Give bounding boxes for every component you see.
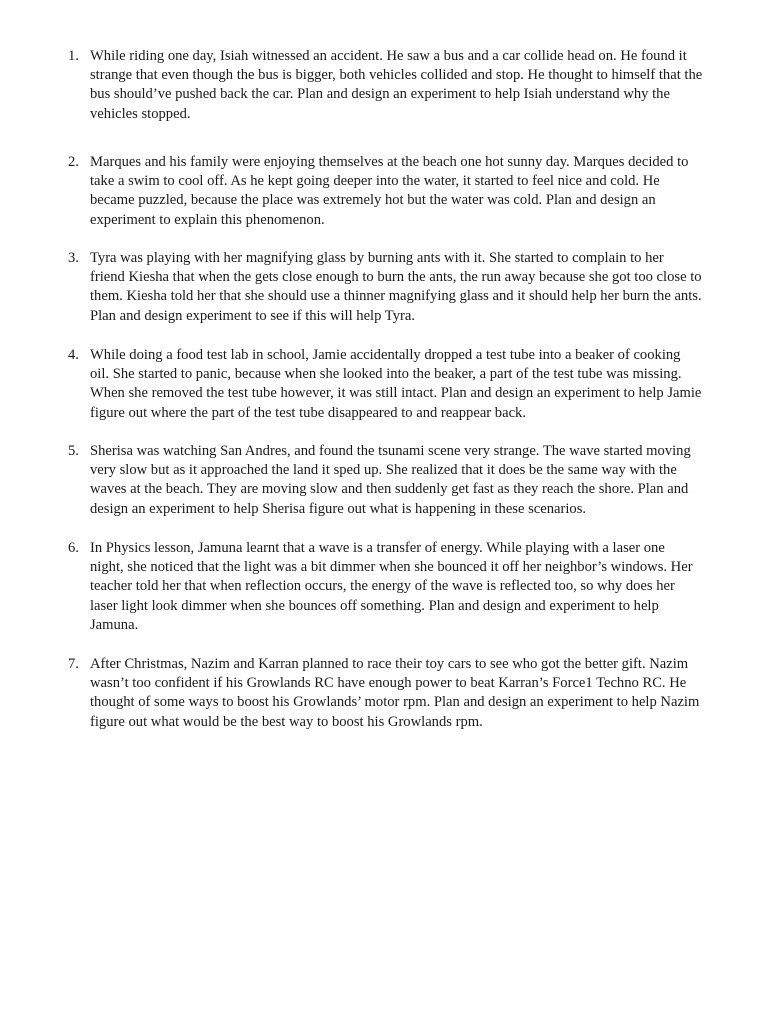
text-line: oil. She started to panic, because when she looked into the beaker, a part of the test tube was missing. [90, 366, 682, 383]
question-number: 5. [68, 443, 79, 459]
text-line: strange that even though the bus is bigger, both vehicles collided and stop. He thought to himself that the [90, 67, 703, 84]
text-line: became puzzled, because the place was extremely hot but the water was cold. Plan and design an [90, 192, 656, 209]
text-line: wasn’t too confident if his Growlands RC have enough power to beat Karran’s Force1 Techno RC. He [90, 675, 687, 692]
text-line: bus should’ve pushed back the car. Plan and design an experiment to help Isiah understand why the [90, 86, 670, 103]
text-line: When she removed the test tube however, it was still intact. Plan and design an experiment to help Jamie [90, 385, 702, 402]
text-line: Plan and design experiment to see if this will help Tyra. [90, 307, 415, 324]
question-text [90, 655, 728, 732]
text-line: friend Kiesha that when the gets close enough to burn the ants, the run away because she got too close to [90, 269, 702, 286]
text-line: waves at the beach. They are moving slow and then suddenly get fast as they reach the shore. Plan and [90, 481, 689, 498]
question-number: 3. [68, 250, 79, 266]
text-line: Sherisa was watching San Andres, and found the tsunami scene very strange. The wave started moving [90, 443, 691, 459]
question-7 [68, 655, 728, 732]
text-line: After Christmas, Nazim and Karran planned to race their toy cars to see who got the better gift. Nazim [90, 656, 689, 672]
text-line: experiment to explain this phenomenon. [90, 211, 325, 228]
text-line: In Physics lesson, Jamuna learnt that a wave is a transfer of energy. While playing with a laser one [90, 540, 665, 556]
text-line: them. Kiesha told her that she should use a thinner magnifying glass and it should help her burn the ants. [90, 288, 702, 305]
text-line: Marques and his family were enjoying themselves at the beach one hot sunny day. Marques decided to [90, 154, 689, 170]
text-line: laser light look dimmer when she bounces off something. Plan and design and experiment to help [90, 597, 659, 614]
question-1 [68, 47, 728, 124]
text-line: Tyra was playing with her magnifying glass by burning ants with it. She started to complain to her [90, 250, 664, 266]
text-line: very slow but as it approached the land it sped up. She realized that it does be the same way with the [90, 462, 677, 479]
question-text [90, 539, 728, 635]
text-line: figure out where the part of the test tube disappeared to and reappear back. [90, 404, 527, 421]
question-number: 2. [68, 154, 79, 170]
text-line: design an experiment to help Sherisa figure out what is happening in these scenarios. [90, 500, 587, 517]
question-number: 7. [68, 656, 79, 672]
text-line: thought of some ways to boost his Growlands’ motor rpm. Plan and design an experiment to help Nazim [90, 694, 700, 711]
question-4 [68, 346, 728, 423]
question-number: 4. [68, 347, 79, 363]
text-line: Jamuna. [90, 616, 139, 633]
text-line: figure out what would be the best way to boost his Growlands rpm. [90, 713, 483, 730]
question-number: 6. [68, 540, 79, 556]
text-line: While doing a food test lab in school, Jamie accidentally dropped a test tube into a beaker of cooking [90, 347, 681, 363]
question-6 [68, 539, 728, 635]
question-text [90, 249, 728, 326]
text-line: While riding one day, Isiah witnessed an accident. He saw a bus and a car collide head on. He found it [90, 48, 687, 64]
question-text [90, 442, 728, 519]
question-text [90, 153, 728, 230]
text-line: night, she noticed that the light was a bit dimmer when she bounced it off her neighbor’s windows. Her [90, 559, 693, 576]
text-line: take a swim to cool off. As he kept going deeper into the water, it started to feel nice and cold. He [90, 173, 660, 190]
text-line: teacher told her that when reflection occurs, the energy of the wave is reflected too, so why does her [90, 578, 675, 595]
question-2 [68, 153, 728, 230]
question-3 [68, 249, 728, 326]
question-number: 1. [68, 48, 79, 64]
question-5 [68, 442, 728, 519]
question-text [90, 47, 728, 124]
question-text [90, 346, 728, 423]
text-line: vehicles stopped. [90, 105, 191, 122]
